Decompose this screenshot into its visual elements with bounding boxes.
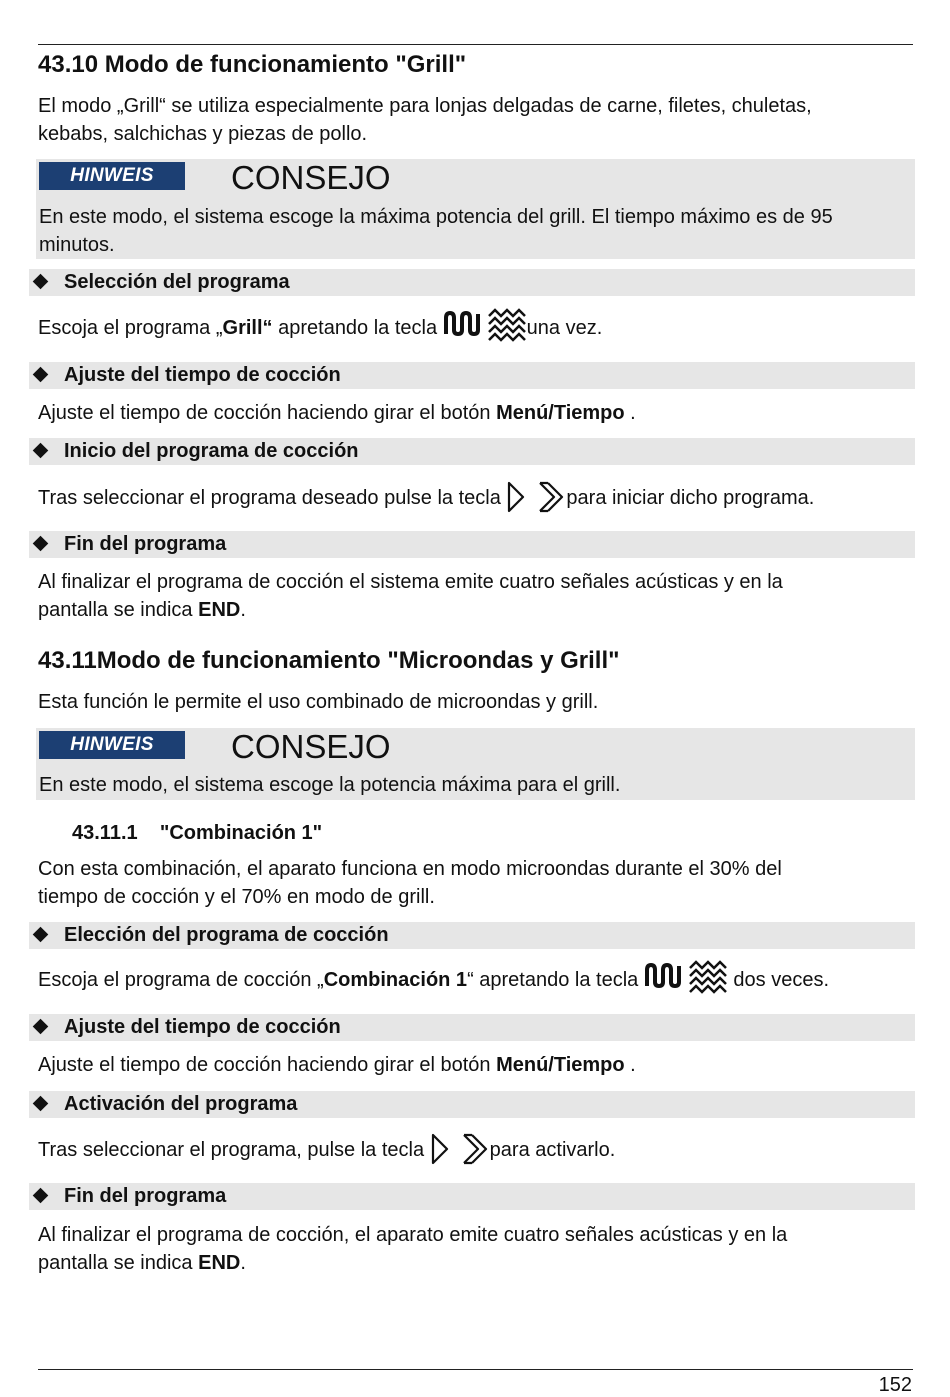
step-text [38, 960, 938, 1000]
page-number: 152 [878, 1374, 912, 1396]
step-text [38, 568, 914, 624]
step-title: Ajuste del tiempo de cocción [64, 1016, 341, 1038]
text-line: Al finalizar el programa de cocción, el aparato emite cuatro señales acústicas y en la [38, 1224, 788, 1246]
text-line [38, 1249, 914, 1277]
diamond-bullet-icon [33, 443, 49, 459]
subheading-combination-1: 43.11.1 "Combinación 1" [72, 822, 323, 844]
diamond-bullet-icon [33, 274, 49, 290]
hinweis-badge: HINWEIS [39, 731, 185, 759]
step-bar [29, 269, 915, 296]
text-segment: Tras seleccionar el programa, pulse la tecla [38, 1139, 430, 1161]
hint-text-line-1: En este modo, el sistema escoge la máxima potencia del grill. El tiempo máximo es de 95 [39, 206, 833, 228]
start-key-icon [506, 480, 566, 514]
bold-segment: END [198, 599, 241, 621]
text-segment: Ajuste el tiempo de cocción haciendo girar el botón [38, 1054, 497, 1076]
text-segment: pantalla se indica [38, 599, 199, 621]
hinweis-badge: HINWEIS [39, 162, 185, 190]
step-title: Selección del programa [64, 271, 290, 293]
text-segment: . [624, 402, 636, 424]
grill-microwave-key-icon [443, 308, 527, 342]
step-text [38, 399, 914, 427]
hint-text-line-1: En este modo, el sistema escoge la potencia máxima para el grill. [39, 774, 621, 796]
step-bar [29, 1183, 915, 1210]
text-line: Con esta combinación, el aparato funciona en modo microondas durante el 30% del [38, 858, 782, 880]
intro-line-1: El modo „Grill“ se utiliza especialmente para lonjas delgadas de carne, filetes, chuletas, [38, 95, 812, 117]
section-intro [38, 92, 914, 148]
step-title: Ajuste del tiempo de cocción [64, 364, 341, 386]
text-segment: . [240, 599, 246, 621]
step-text [38, 308, 914, 348]
bold-segment: Grill“ [222, 317, 273, 339]
hint-text [39, 203, 909, 259]
grill-microwave-key-icon [644, 960, 728, 994]
step-bar [29, 922, 915, 949]
step-title: Activación del programa [64, 1093, 298, 1115]
bold-segment: Menú/Tiempo [496, 402, 625, 424]
hint-title: CONSEJO [231, 728, 391, 765]
hint-box [36, 159, 915, 259]
bold-segment: END [198, 1252, 241, 1274]
text-segment: para activarlo. [489, 1139, 616, 1161]
diamond-bullet-icon [33, 367, 49, 383]
step-bar [29, 1091, 915, 1118]
section-heading-grill: 43.10 Modo de funcionamiento "Grill" [38, 51, 467, 78]
diamond-bullet-icon [33, 1019, 49, 1035]
step-bar [29, 362, 915, 389]
step-title: Inicio del programa de cocción [64, 440, 359, 462]
step-text [38, 1051, 914, 1079]
step-text [38, 1221, 914, 1277]
hint-text [39, 771, 909, 799]
diamond-bullet-icon [33, 1096, 49, 1112]
text-segment: Escoja el programa „ [38, 317, 223, 339]
text-segment: Escoja el programa de cocción „ [38, 969, 324, 991]
step-text [38, 1130, 914, 1170]
text-line: tiempo de cocción y el 70% en modo de grill. [38, 886, 435, 908]
step-bar [29, 1014, 915, 1041]
intro-line-2: kebabs, salchichas y piezas de pollo. [38, 123, 368, 145]
text-line [38, 596, 914, 624]
step-title: Elección del programa de cocción [64, 924, 389, 946]
text-segment: para iniciar dicho programa. [566, 487, 815, 509]
step-title: Fin del programa [64, 1185, 227, 1207]
hint-title: CONSEJO [231, 159, 391, 196]
text-segment: apretando la tecla [272, 317, 443, 339]
subsection-intro [38, 855, 914, 911]
section-intro: Esta función le permite el uso combinado de microondas y grill. [38, 691, 599, 713]
step-bar [29, 438, 915, 465]
bold-segment: Combinación 1 [323, 969, 468, 991]
bold-segment: Menú/Tiempo [496, 1054, 625, 1076]
diamond-bullet-icon [33, 1188, 49, 1204]
text-segment: una vez. [526, 317, 603, 339]
text-segment: . [240, 1252, 246, 1274]
step-text [38, 478, 914, 518]
text-segment: pantalla se indica [38, 1252, 199, 1274]
diamond-bullet-icon [33, 927, 49, 943]
text-line: Al finalizar el programa de cocción el sistema emite cuatro señales acústicas y en la [38, 571, 783, 593]
text-segment: “ apretando la tecla [467, 969, 644, 991]
start-key-icon [430, 1132, 490, 1166]
text-segment: Ajuste el tiempo de cocción haciendo girar el botón [38, 402, 497, 424]
hint-box [36, 728, 915, 800]
text-segment: . [624, 1054, 636, 1076]
section-heading-microwave-grill: 43.11Modo de funcionamiento "Microondas y Grill" [38, 647, 620, 674]
hint-text-line-2: minutos. [39, 234, 115, 256]
text-segment: Tras seleccionar el programa deseado pulse la tecla [38, 487, 507, 509]
text-segment: dos veces. [727, 969, 830, 991]
step-bar [29, 531, 915, 558]
top-rule [38, 44, 913, 45]
diamond-bullet-icon [33, 536, 49, 552]
step-title: Fin del programa [64, 533, 227, 555]
bottom-rule [38, 1369, 913, 1370]
